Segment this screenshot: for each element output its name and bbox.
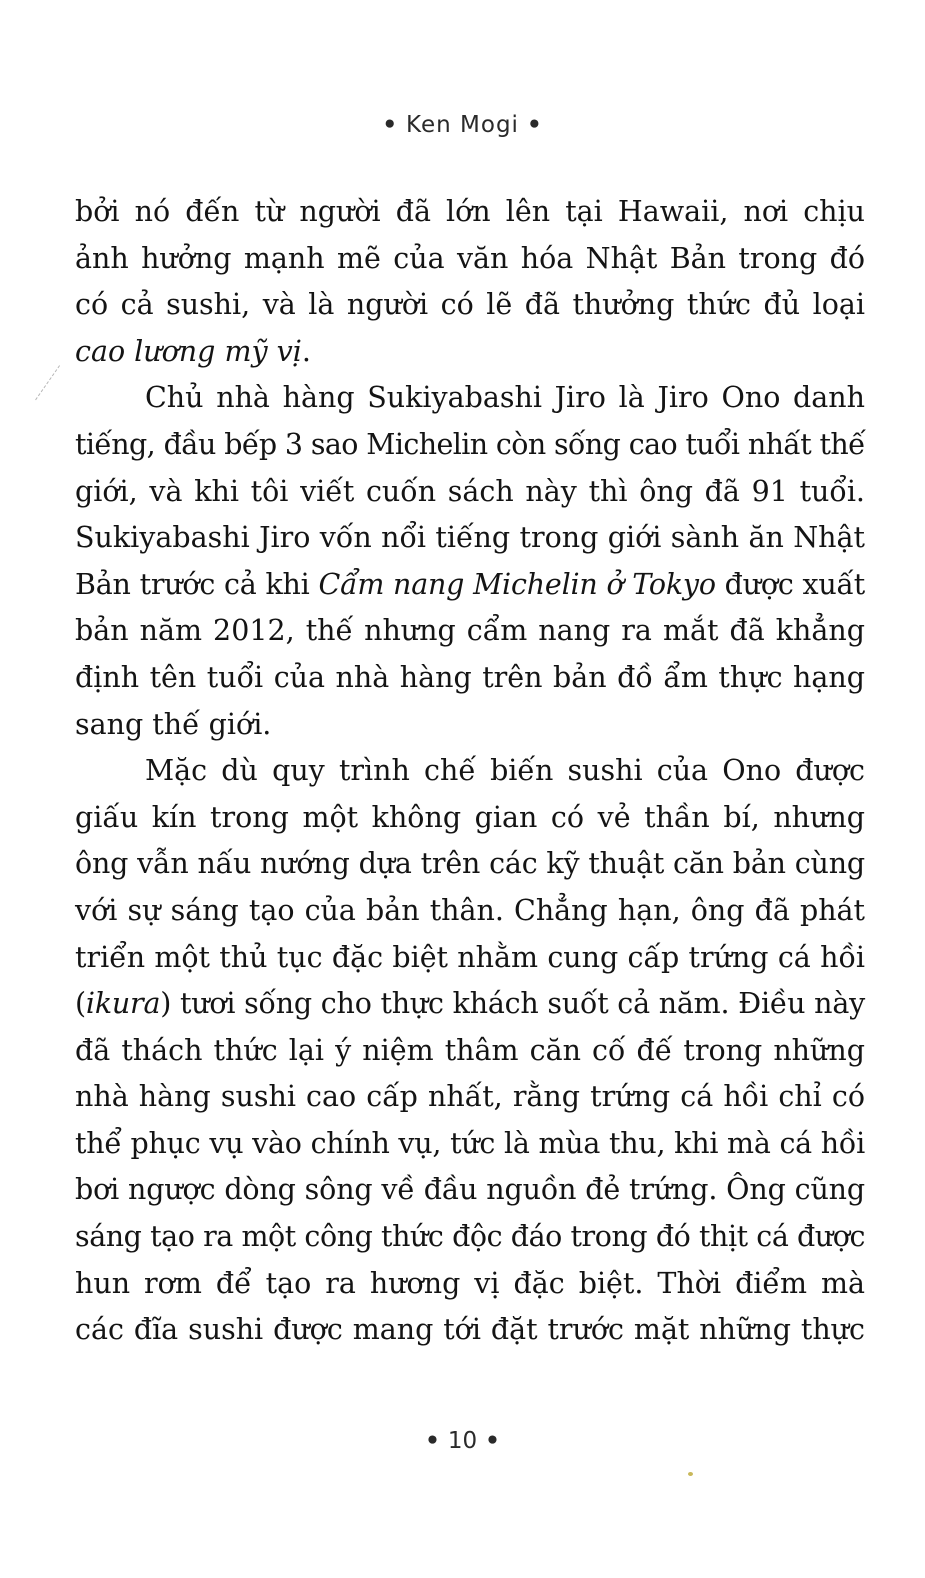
italic-term: ikura <box>85 987 161 1021</box>
header-ornament-right: • <box>526 112 543 138</box>
text-line <box>75 329 865 376</box>
running-header <box>0 112 925 138</box>
text-fragment: Bản trước cả khi <box>75 567 319 601</box>
text-line: hun rơm để tạo ra hương vị đặc biệt. Thời điểm mà <box>75 1266 865 1300</box>
scan-artifact-mark <box>35 365 61 401</box>
text-line: bản năm 2012, thế nhưng cẩm nang ra mắt đã khẳng <box>75 614 865 648</box>
text-line: ảnh hưởng mạnh mẽ của văn hóa Nhật Bản trong đó <box>75 241 865 275</box>
paragraph-first-line: Chủ nhà hàng Sukiyabashi Jiro là Jiro Ono danh <box>145 381 865 415</box>
text-line: đã thách thức lại ý niệm thâm căn cố đế trong những <box>75 1033 865 1067</box>
header-ornament-left: • <box>382 112 399 138</box>
paragraph-first-line: Mặc dù quy trình chế biến sushi của Ono được <box>145 754 865 788</box>
author-name: Ken Mogi <box>406 112 519 138</box>
text-line: nhà hàng sushi cao cấp nhất, rằng trứng cá hồi chỉ có <box>75 1080 865 1114</box>
page-footer <box>0 1428 925 1454</box>
italic-book-title: Cẩm nang Michelin ở Tokyo <box>318 567 716 601</box>
text-line <box>75 562 865 609</box>
text-line: với sự sáng tạo của bản thân. Chẳng hạn, ông đã phát <box>75 893 865 927</box>
page-number: 10 <box>447 1428 478 1454</box>
footer-ornament-left: • <box>425 1428 440 1454</box>
text-line: có cả sushi, và là người có lẽ đã thưởng thức đủ loại <box>75 288 865 322</box>
text-line: các đĩa sushi được mang tới đặt trước mặt những thực <box>75 1313 865 1347</box>
text-fragment: . <box>301 334 311 368</box>
text-line: giấu kín trong một không gian có vẻ thần bí, nhưng <box>75 800 865 834</box>
scan-speck <box>688 1472 693 1476</box>
text-line: Sukiyabashi Jiro vốn nổi tiếng trong giới sành ăn Nhật <box>75 521 865 555</box>
text-line: bởi nó đến từ người đã lớn lên tại Hawaii, nơi chịu <box>75 195 865 228</box>
text-line: triển một thủ tục đặc biệt nhằm cung cấp trứng cá hồi <box>75 940 865 974</box>
text-line: tiếng, đầu bếp 3 sao Michelin còn sống cao tuổi nhất thế <box>75 427 866 461</box>
page-body <box>75 189 865 1354</box>
text-line: sang thế giới. <box>75 707 272 741</box>
text-line: thể phục vụ vào chính vụ, tức là mùa thu, khi mà cá hồi <box>75 1126 865 1160</box>
text-fragment: ) tươi sống cho thực khách suốt cả năm. Điều này <box>160 987 866 1021</box>
text-line: định tên tuổi của nhà hàng trên bản đồ ẩm thực hạng <box>75 660 865 694</box>
text-line: giới, và khi tôi viết cuốn sách này thì ông đã 91 tuổi. <box>75 474 865 508</box>
italic-term: cao lương mỹ vị <box>75 334 302 368</box>
text-fragment: được xuất <box>715 567 866 601</box>
text-fragment: ( <box>75 987 86 1021</box>
text-line: sáng tạo ra một công thức độc đáo trong đó thịt cá được <box>75 1220 866 1254</box>
text-line <box>75 981 865 1028</box>
text-line: ông vẫn nấu nướng dựa trên các kỹ thuật căn bản cùng <box>75 847 865 881</box>
footer-ornament-right: • <box>485 1428 500 1454</box>
text-line: bơi ngược dòng sông về đầu nguồn đẻ trứng. Ông cũng <box>75 1173 866 1207</box>
